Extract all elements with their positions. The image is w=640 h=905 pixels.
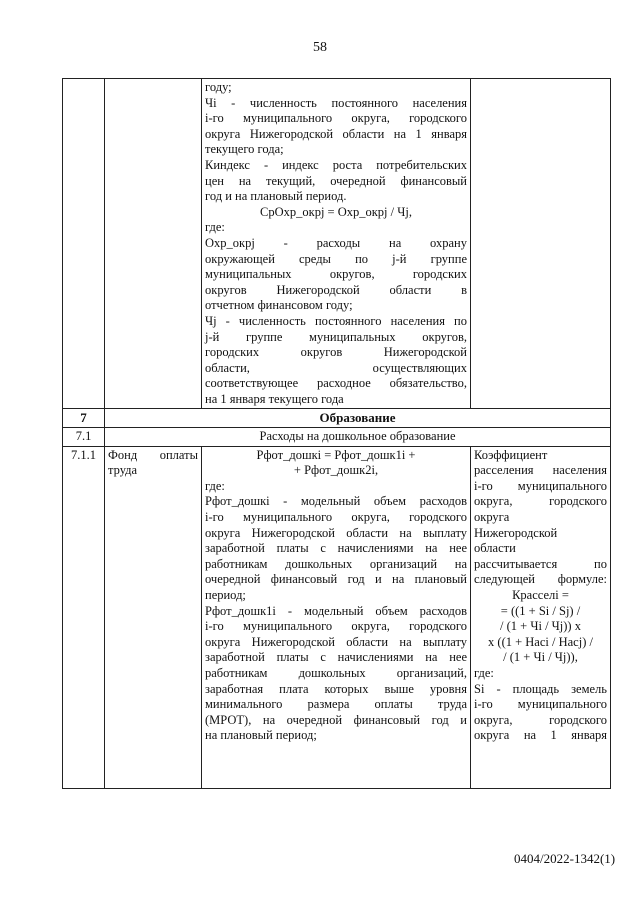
text-line: i-го муниципального — [474, 478, 607, 493]
section-title: Образование — [105, 409, 611, 428]
text-line: области, осуществляющих — [205, 360, 467, 375]
text-line: / (1 + Чi / Чj)) x — [500, 619, 581, 634]
text-line: i-го муниципального — [474, 697, 607, 712]
item-method-cell — [202, 446, 471, 788]
section-row — [63, 409, 611, 428]
text-line: где: — [474, 665, 494, 680]
text-line: работникам дошкольных организаций, — [205, 665, 467, 680]
continuation-row — [63, 79, 611, 409]
text-line: работникам дошкольных организаций на — [205, 556, 467, 571]
text-line: текущего года; — [205, 142, 284, 157]
text-line: Нижегородской — [474, 525, 558, 540]
text-line: j-й группе муниципальных округов, — [205, 329, 467, 344]
text-line: минимального размера оплаты труда — [205, 697, 467, 712]
text-line: Чj - численность постоянного населения по — [205, 313, 467, 328]
text-line: СрОхр_окрj = Охр_окрj / Чj, — [260, 204, 412, 219]
text-line: где: — [205, 220, 225, 235]
text-line: следующей формуле: — [474, 572, 607, 587]
text-line: округа, городского — [474, 494, 607, 509]
text-line: i-го муниципального округа, городского — [205, 111, 467, 126]
text-line: i-го муниципального округа, городского — [205, 510, 467, 525]
text-line: Киндекс - индекс роста потребительских — [205, 157, 467, 172]
text-line: соответствующее расходное обязательство, — [205, 376, 467, 391]
text-line: округа на 1 января — [474, 728, 607, 743]
text-line: x ((1 + Насi / Насj) / — [488, 634, 593, 649]
text-line: Красселi = — [512, 588, 569, 602]
item-name-cell — [105, 446, 202, 788]
text-line: Коэффициент — [474, 447, 548, 462]
text-line: области — [474, 541, 516, 556]
item-number: 7.1.1 — [63, 446, 105, 788]
text-line: Рфот_дошкi = Рфот_дошк1i + — [256, 447, 416, 462]
subsection-row — [63, 428, 611, 447]
item-coef-cell — [471, 446, 611, 788]
text-line: окружающей среды по j-й группе — [205, 251, 467, 266]
text-line: округа, городского — [474, 712, 607, 727]
text-line: i-го муниципального округа, городского — [205, 619, 467, 634]
text-line: = ((1 + Si / Sj) / — [500, 603, 581, 618]
text-line: округа — [474, 510, 510, 525]
text-line: + Рфот_дошк2i, — [293, 463, 379, 478]
cont-coef-cell — [471, 79, 611, 409]
methodology-table — [62, 78, 611, 789]
text-line: период; — [205, 588, 246, 602]
text-line: очередной финансовый год и на плановый — [205, 572, 467, 587]
text-line: муниципальных округов, городских — [205, 267, 467, 282]
text-line: на плановый период; — [205, 728, 317, 743]
text-line: на 1 января текущего года — [205, 391, 344, 406]
text-line: год и на плановый период. — [205, 189, 347, 204]
subsection-title: Расходы на дошкольное образование — [105, 428, 611, 447]
footer-document-code: 0404/2022-1342(1) — [514, 851, 616, 866]
text-line: где: — [205, 478, 225, 493]
text-line: округа Нижегородской области на выплату — [205, 525, 467, 540]
text-line: округов Нижегородской области в — [205, 282, 467, 297]
text-line: труда — [108, 463, 138, 478]
text-line: округа Нижегородской области на выплату — [205, 634, 467, 649]
text-line: городских округов Нижегородской — [205, 345, 467, 360]
subsection-number: 7.1 — [63, 428, 105, 447]
cont-number-cell — [63, 79, 105, 409]
text-line: заработной платы с начислениями на нее — [205, 650, 467, 665]
text-line: отчетном финансовом году; — [205, 298, 353, 313]
cont-name-cell — [105, 79, 202, 409]
text-line: году; — [205, 80, 232, 94]
text-line: (МРОТ), на очередной финансовый год и — [205, 712, 467, 727]
text-line: заработная плата которых выше уровня — [205, 681, 467, 696]
text-line: Охр_окрj - расходы на охрану — [205, 235, 467, 250]
page-number: 58 — [313, 40, 327, 55]
text-line: Si - площадь земель — [474, 681, 607, 696]
text-line: Рфот_дошкi - модельный объем расходов — [205, 494, 467, 509]
text-line: цен на текущий, очередной финансовый — [205, 173, 467, 188]
text-line: Фонд оплаты — [108, 447, 198, 462]
text-line: / (1 + Чi / Чj)), — [503, 650, 578, 665]
item-row — [63, 446, 611, 788]
cont-method-cell — [202, 79, 471, 409]
text-line: Чi - численность постоянного населения — [205, 95, 467, 110]
section-number: 7 — [63, 409, 105, 428]
text-line: Рфот_дошк1i - модельный объем расходов — [205, 603, 467, 618]
text-line: рассчитывается по — [474, 556, 607, 571]
text-line: заработной платы с начислениями на нее — [205, 541, 467, 556]
text-line: округа Нижегородской области на 1 января — [205, 126, 467, 141]
text-line: расселения населения — [474, 463, 607, 478]
